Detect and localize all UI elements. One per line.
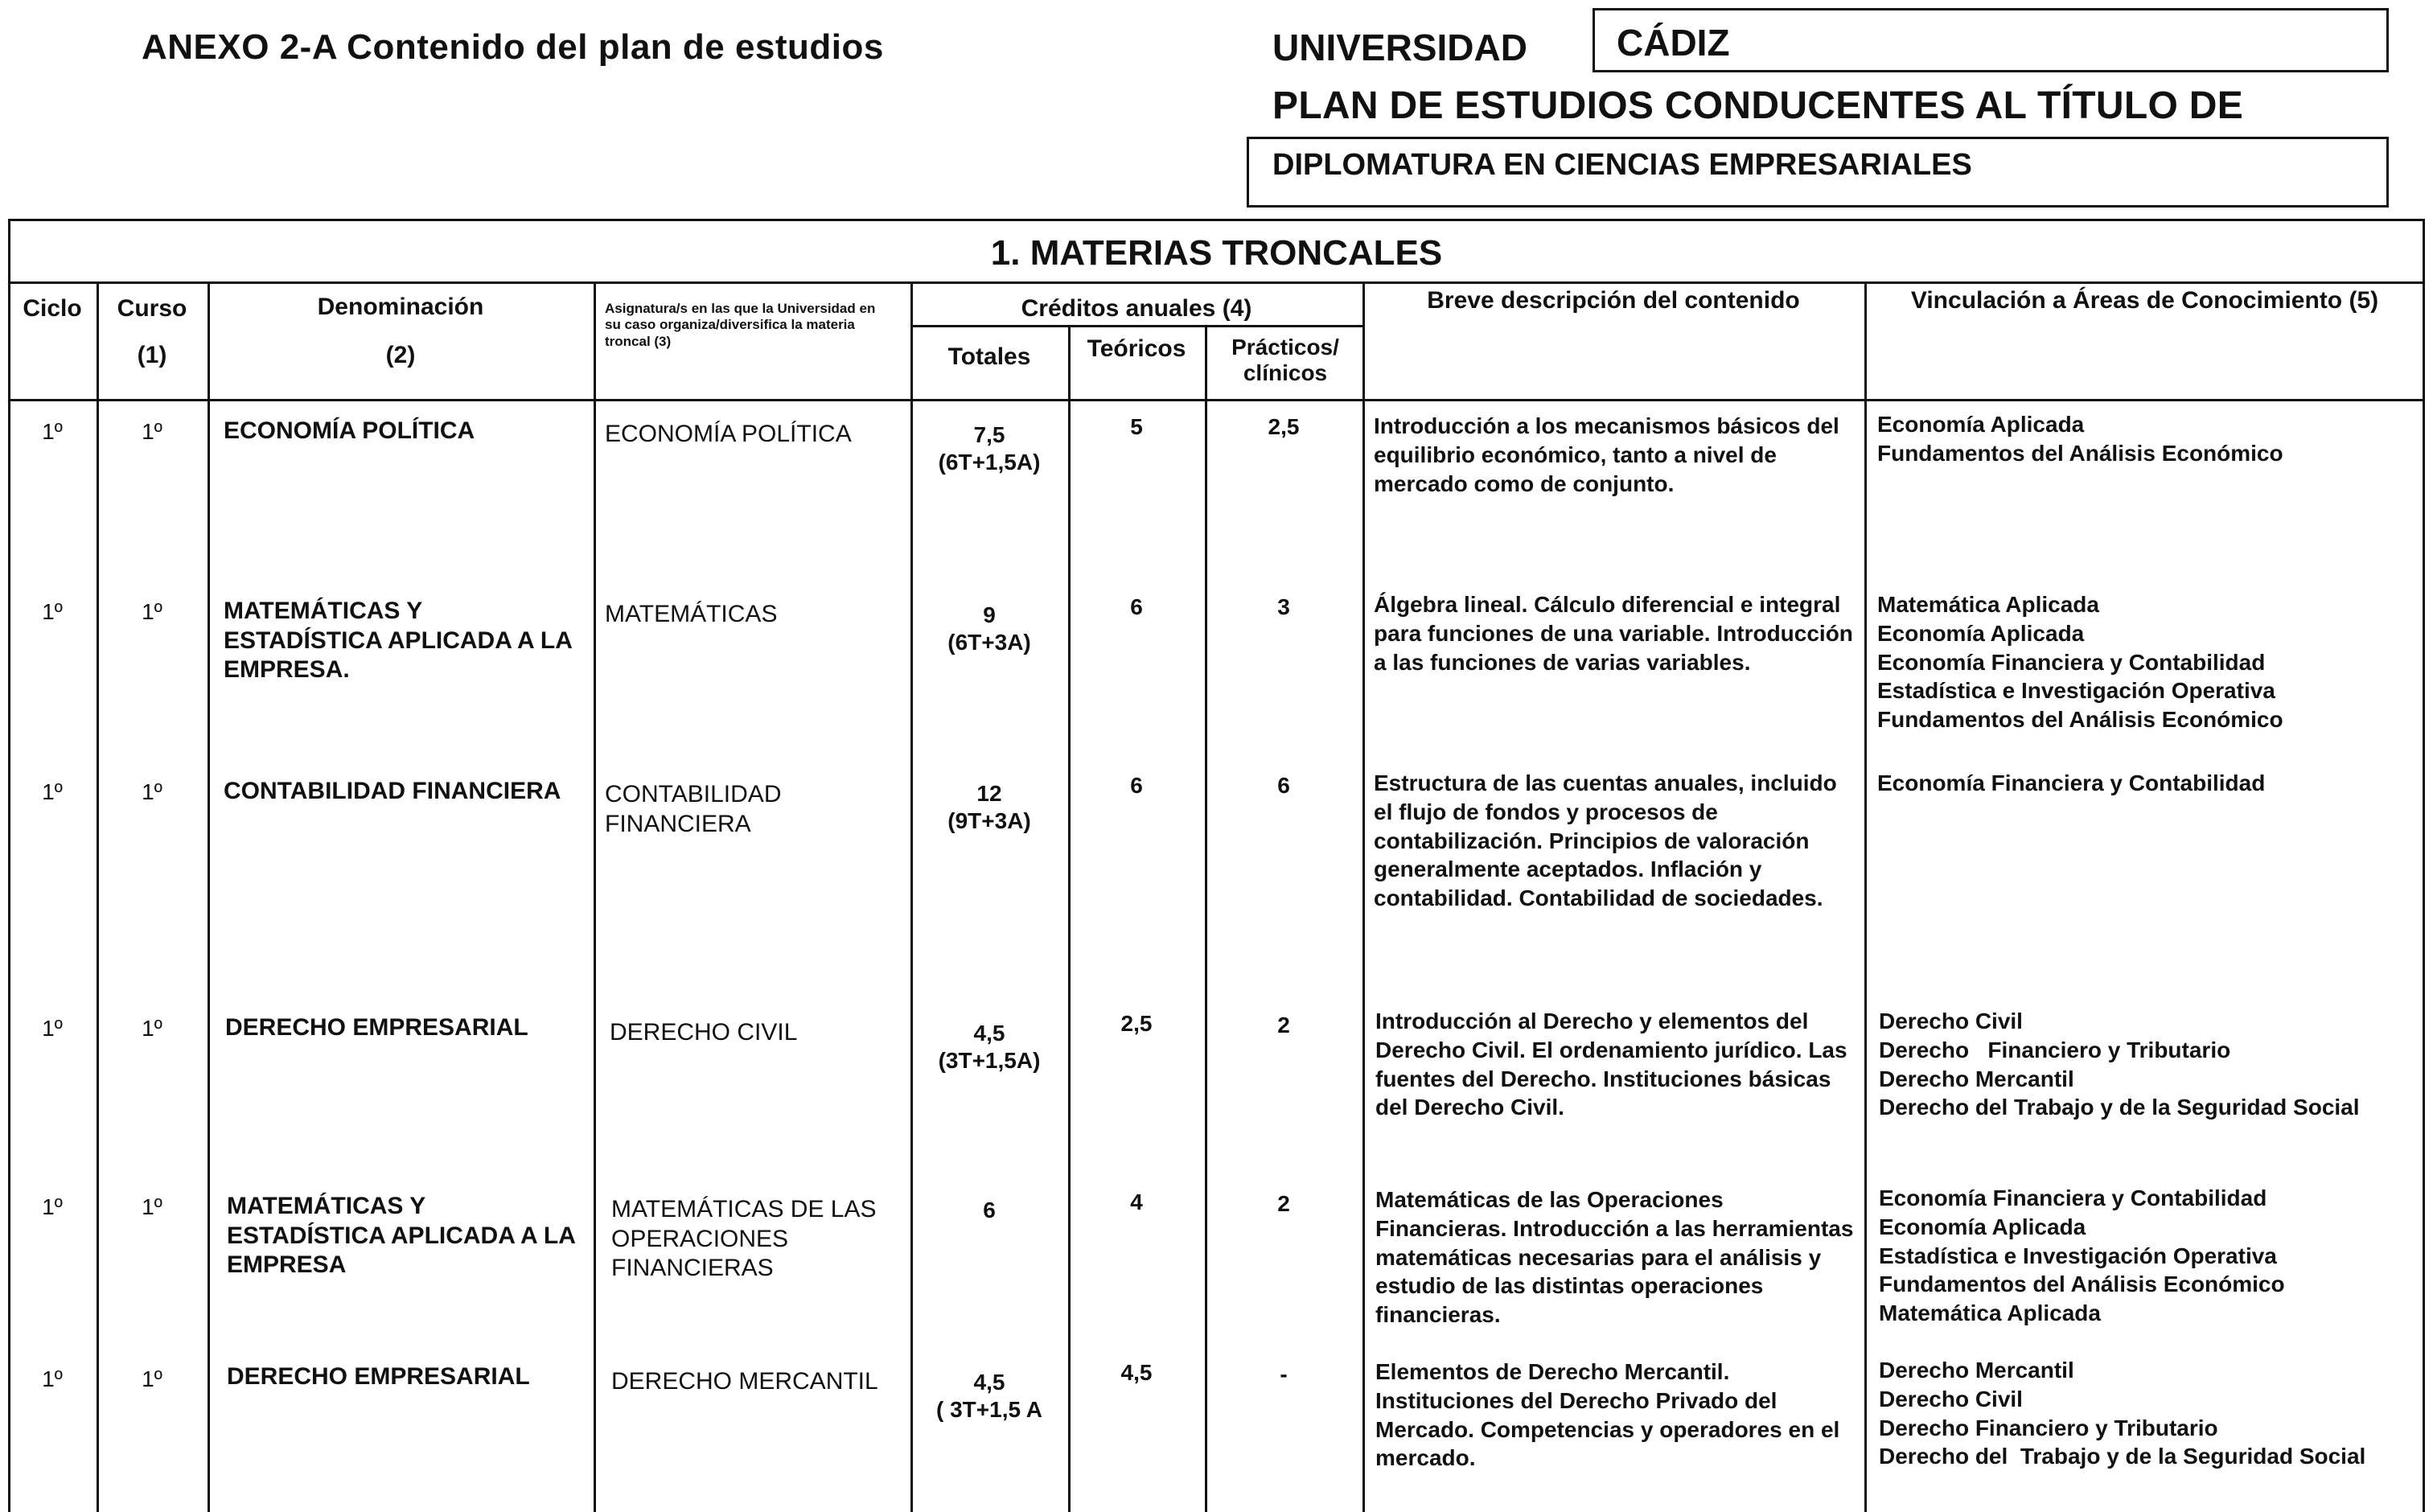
row4-area: Derecho Civil xyxy=(1879,1009,2023,1033)
row1-areas xyxy=(1877,410,2416,468)
row4-area: Derecho Financiero y Tributario xyxy=(1879,1037,2231,1062)
row2-ciclo: 1º xyxy=(42,599,63,624)
row6-practicos: - xyxy=(1280,1362,1288,1387)
row2-areas xyxy=(1877,590,2416,734)
row2-practicos: 3 xyxy=(1277,594,1290,619)
col-divider xyxy=(594,281,596,1512)
row6-teoricos: 4,5 xyxy=(1120,1360,1153,1385)
row2-area: Economía Aplicada xyxy=(1877,620,2085,646)
row4-ciclo: 1º xyxy=(42,1016,63,1041)
row5-area: Fundamentos del Análisis Económico xyxy=(1879,1272,2285,1297)
row4-denominacion: DERECHO EMPRESARIAL xyxy=(225,1014,528,1041)
row1-totales-detail: (6T+1,5A) xyxy=(938,450,1041,475)
row6-area: Derecho del Trabajo y de la Seguridad Social xyxy=(1879,1444,2366,1469)
row1-descripcion: Introducción a los mecanismos básicos del equilibrio económico, tanto a nivel de mercado como de conjunto. xyxy=(1374,413,1839,496)
row1-practicos: 2,5 xyxy=(1268,414,1300,439)
row4-practicos: 2 xyxy=(1277,1013,1290,1037)
row1-asignatura: ECONOMÍA POLÍTICA xyxy=(605,421,852,447)
row6-totales: 4,5 xyxy=(973,1370,1005,1395)
university-name: CÁDIZ xyxy=(1617,22,1730,64)
col-header-denominacion-note: (2) xyxy=(385,342,416,368)
row2-totales-detail: (6T+3A) xyxy=(947,630,1031,655)
row5-denominacion: MATEMÁTICAS Y ESTADÍSTICA APLICADA A LA EMPRESA xyxy=(227,1193,575,1279)
col-divider xyxy=(97,281,99,1512)
row2-area: Matemática Aplicada xyxy=(1877,592,2099,617)
row1-denominacion: ECONOMÍA POLÍTICA xyxy=(224,417,475,444)
header-top-line xyxy=(8,281,2425,284)
row2-area: Estadística e Investigación Operativa xyxy=(1877,678,2275,704)
row6-area: Derecho Financiero y Tributario xyxy=(1879,1415,2218,1440)
col-header-curso-note: (1) xyxy=(137,342,167,368)
row3-descripcion: Estructura de las cuentas anuales, incluido el flujo de fondos y procesos de contabilización. Principios de valoración generalmente aceptados. Inflación y contabilidad. Contabilidad de sociedades. xyxy=(1374,770,1837,911)
row6-totales-detail: ( 3T+1,5 A xyxy=(935,1397,1042,1422)
row4-asignatura: DERECHO CIVIL xyxy=(610,1019,798,1046)
col-header-vinculacion: Vinculación a Áreas de Conocimiento (5) xyxy=(1910,287,2379,314)
row6-areas xyxy=(1879,1356,2418,1471)
row6-descripcion: Elementos de Derecho Mercantil. Instituciones del Derecho Privado del Mercado. Competencias y operadores en el mercado. xyxy=(1375,1359,1840,1471)
col-divider xyxy=(1362,281,1365,1512)
row5-practicos: 2 xyxy=(1277,1191,1290,1216)
row3-totales: 12 xyxy=(976,781,1002,806)
section-title: 1. MATERIAS TRONCALES xyxy=(990,233,1443,273)
row4-curso: 1º xyxy=(142,1016,162,1041)
row5-asignatura: MATEMÁTICAS DE LAS OPERACIONES FINANCIERAS xyxy=(611,1196,877,1282)
row2-curso: 1º xyxy=(142,599,162,624)
header-bottom-line xyxy=(8,399,2425,401)
col-divider xyxy=(1864,281,1867,1512)
row3-areas xyxy=(1877,769,2416,798)
row5-descripcion: Matemáticas de las Operaciones Financieras. Introducción a las herramientas matemáticas necesarias para el análisis y estudio de las distintas operaciones financieras. xyxy=(1375,1187,1854,1328)
row3-totales-detail: (9T+3A) xyxy=(947,808,1031,833)
row1-teoricos: 5 xyxy=(1130,414,1143,439)
row2-descripcion: Álgebra lineal. Cálculo diferencial e integral para funciones de una variable. Introducción a las funciones de varias variables. xyxy=(1374,592,1853,675)
row1-totales: 7,5 xyxy=(973,422,1005,447)
row4-descripcion: Introducción al Derecho y elementos del Derecho Civil. El ordenamiento jurídico. Las fuentes del Derecho. Instituciones básicas del Derecho Civil. xyxy=(1375,1009,1847,1120)
row5-teoricos: 4 xyxy=(1130,1189,1143,1214)
annex-title: ANEXO 2-A Contenido del plan de estudios xyxy=(142,27,884,67)
row3-curso: 1º xyxy=(142,779,162,804)
credits-subheader-line xyxy=(910,325,1362,327)
row6-curso: 1º xyxy=(142,1366,162,1391)
col-header-ciclo: Ciclo xyxy=(23,295,82,322)
col-divider xyxy=(1205,325,1207,1512)
col-header-teoricos: Teóricos xyxy=(1087,335,1186,362)
row4-area: Derecho del Trabajo y de la Seguridad Social xyxy=(1879,1095,2360,1120)
row2-totales: 9 xyxy=(983,602,996,627)
row6-area: Derecho Mercantil xyxy=(1879,1358,2074,1383)
plan-label: PLAN DE ESTUDIOS CONDUCENTES AL TÍTULO DE xyxy=(1272,84,2244,127)
row1-area: Economía Aplicada xyxy=(1877,412,2085,437)
row1-curso: 1º xyxy=(142,419,162,444)
row2-denominacion: MATEMÁTICAS Y ESTADÍSTICA APLICADA A LA EMPRESA. xyxy=(224,598,572,684)
row5-area: Estadística e Investigación Operativa xyxy=(1879,1243,2277,1268)
row4-totales-detail: (3T+1,5A) xyxy=(938,1048,1041,1073)
row1-area: Fundamentos del Análisis Económico xyxy=(1877,440,2283,466)
row5-area: Economía Aplicada xyxy=(1879,1214,2086,1239)
row5-area: Matemática Aplicada xyxy=(1879,1300,2101,1326)
row5-ciclo: 1º xyxy=(42,1194,63,1219)
degree-name: DIPLOMATURA EN CIENCIAS EMPRESARIALES xyxy=(1272,148,1972,182)
col-header-curso: Curso xyxy=(117,295,187,322)
row4-areas xyxy=(1879,1007,2418,1122)
row4-teoricos: 2,5 xyxy=(1120,1011,1153,1036)
row1-ciclo: 1º xyxy=(42,419,63,444)
row4-area: Derecho Mercantil xyxy=(1879,1066,2074,1091)
row3-ciclo: 1º xyxy=(42,779,63,804)
row6-ciclo: 1º xyxy=(42,1366,63,1391)
row2-asignatura: MATEMÁTICAS xyxy=(605,601,778,627)
row5-totales: 6 xyxy=(983,1198,996,1222)
col-header-denominacion: Denominación xyxy=(317,294,484,320)
row4-totales: 4,5 xyxy=(973,1021,1005,1046)
col-divider xyxy=(1068,325,1071,1512)
col-header-descripcion: Breve descripción del contenido xyxy=(1427,287,1800,314)
col-divider xyxy=(208,281,210,1512)
row2-area: Economía Financiera y Contabilidad xyxy=(1877,649,2266,675)
col-header-totales: Totales xyxy=(947,343,1031,370)
row3-area: Economía Financiera y Contabilidad xyxy=(1877,770,2266,795)
row3-asignatura: CONTABILIDAD FINANCIERA xyxy=(605,781,782,837)
row5-areas xyxy=(1879,1184,2418,1328)
row5-area: Economía Financiera y Contabilidad xyxy=(1879,1185,2267,1210)
col-header-creditos: Créditos anuales (4) xyxy=(1021,295,1252,322)
row6-area: Derecho Civil xyxy=(1879,1386,2023,1411)
row3-practicos: 6 xyxy=(1277,773,1290,798)
row2-area: Fundamentos del Análisis Económico xyxy=(1877,707,2283,733)
row6-asignatura: DERECHO MERCANTIL xyxy=(611,1368,878,1395)
row2-teoricos: 6 xyxy=(1130,594,1143,619)
col-header-practicos: Prácticos/ clínicos xyxy=(1231,335,1339,386)
col-header-asignaturas: Asignatura/s en las que la Universidad en su caso organiza/diversifica la materia troncal (3) xyxy=(605,301,876,349)
row3-denominacion: CONTABILIDAD FINANCIERA xyxy=(224,778,561,804)
row3-teoricos: 6 xyxy=(1130,773,1143,798)
row6-denominacion: DERECHO EMPRESARIAL xyxy=(227,1363,530,1390)
university-label: UNIVERSIDAD xyxy=(1272,27,1527,68)
row5-curso: 1º xyxy=(142,1194,162,1219)
